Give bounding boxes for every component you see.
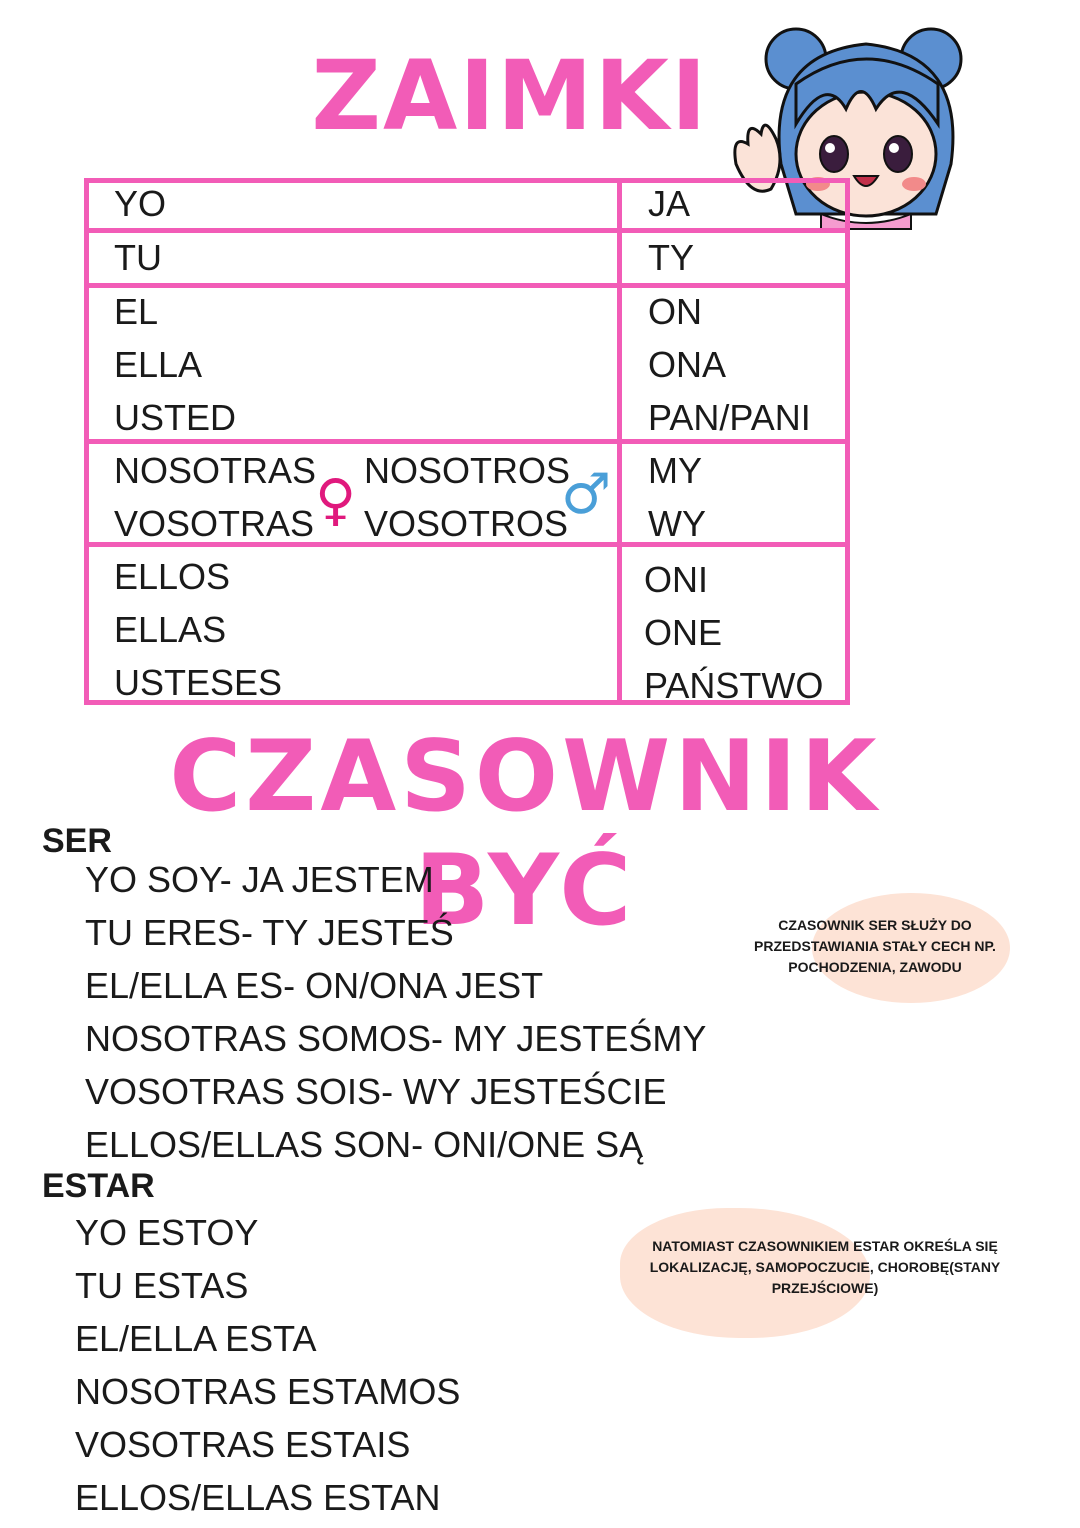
table-row — [364, 444, 570, 550]
es-pronoun: TU — [114, 237, 162, 278]
es-pronoun-masculine: VOSOTROS — [364, 503, 569, 544]
table-row — [114, 285, 236, 444]
table-row — [648, 177, 690, 230]
es-pronoun: EL — [114, 291, 159, 332]
pronouns-table — [84, 178, 850, 705]
ser-note — [730, 915, 1020, 978]
male-symbol-icon: ♂ — [561, 462, 612, 527]
es-pronoun: USTED — [114, 397, 237, 438]
ser-conjugation-list — [85, 853, 706, 1171]
pl-pronoun: ONA — [648, 344, 727, 385]
pl-pronoun: ONE — [644, 612, 723, 653]
table-divider — [89, 228, 845, 233]
pl-pronoun: JA — [648, 183, 691, 224]
table-column-divider — [617, 183, 622, 700]
note-line: POCHODZENIA, ZAWODU — [788, 959, 962, 975]
page-title: ZAIMKI — [311, 40, 709, 152]
female-symbol-icon: ♀ — [315, 468, 357, 533]
list-item: ELLOS/ELLAS SON- ONI/ONE SĄ — [85, 1124, 644, 1165]
pl-pronoun: WY — [648, 503, 706, 544]
list-item: TU ERES- TY JESTEŚ — [85, 912, 454, 953]
estar-note — [630, 1236, 1020, 1299]
list-item: TU ESTAS — [75, 1265, 249, 1306]
list-item: VOSOTRAS ESTAIS — [75, 1424, 411, 1465]
verb-section-title: CZASOWNIK BYĆ — [169, 720, 881, 948]
es-pronoun: ELLOS — [114, 556, 231, 597]
es-pronoun: ELLAS — [114, 609, 227, 650]
es-pronoun: USTESES — [114, 662, 283, 703]
note-line: CZASOWNIK SER SŁUŻY DO — [778, 917, 972, 933]
estar-conjugation-list — [75, 1206, 460, 1524]
ser-heading: SER — [42, 822, 112, 860]
es-pronoun: YO — [114, 183, 167, 224]
list-item: VOSOTRAS SOIS- WY JESTEŚCIE — [85, 1071, 667, 1112]
note-line: NATOMIAST CZASOWNIKIEM ESTAR OKREŚLA SIĘ — [652, 1238, 998, 1254]
table-row — [644, 553, 823, 712]
list-item: EL/ELLA ESTA — [75, 1318, 317, 1359]
table-row — [114, 444, 316, 550]
list-item: YO SOY- JA JESTEM — [85, 859, 434, 900]
pl-pronoun: MY — [648, 450, 702, 491]
table-row — [648, 231, 694, 284]
table-row — [648, 285, 811, 444]
list-item: YO ESTOY — [75, 1212, 259, 1253]
estar-heading: ESTAR — [42, 1167, 155, 1205]
list-item: NOSOTRAS ESTAMOS — [75, 1371, 461, 1412]
es-pronoun: ELLA — [114, 344, 203, 385]
note-line: LOKALIZACJĘ, SAMOPOCZUCIE, CHOROBĘ(STANY — [649, 1259, 1001, 1275]
list-item: ELLOS/ELLAS ESTAN — [75, 1477, 441, 1518]
note-line: PRZEDSTAWIANIA STAŁY CECH NP. — [754, 938, 996, 954]
note-line: PRZEJŚCIOWE) — [771, 1280, 879, 1296]
es-pronoun-feminine: VOSOTRAS — [114, 503, 315, 544]
es-pronoun-masculine: NOSOTROS — [364, 450, 571, 491]
table-row — [648, 444, 706, 550]
pl-pronoun: PAŃSTWO — [644, 665, 824, 706]
pl-pronoun: PAN/PANI — [648, 397, 811, 438]
pl-pronoun: ON — [648, 291, 702, 332]
es-pronoun-feminine: NOSOTRAS — [114, 450, 317, 491]
pl-pronoun: ONI — [644, 559, 709, 600]
pl-pronoun: TY — [648, 237, 695, 278]
table-row — [114, 177, 166, 230]
table-row — [114, 550, 282, 709]
list-item: EL/ELLA ES- ON/ONA JEST — [85, 965, 544, 1006]
table-row — [114, 231, 162, 284]
list-item: NOSOTRAS SOMOS- MY JESTEŚMY — [85, 1018, 707, 1059]
